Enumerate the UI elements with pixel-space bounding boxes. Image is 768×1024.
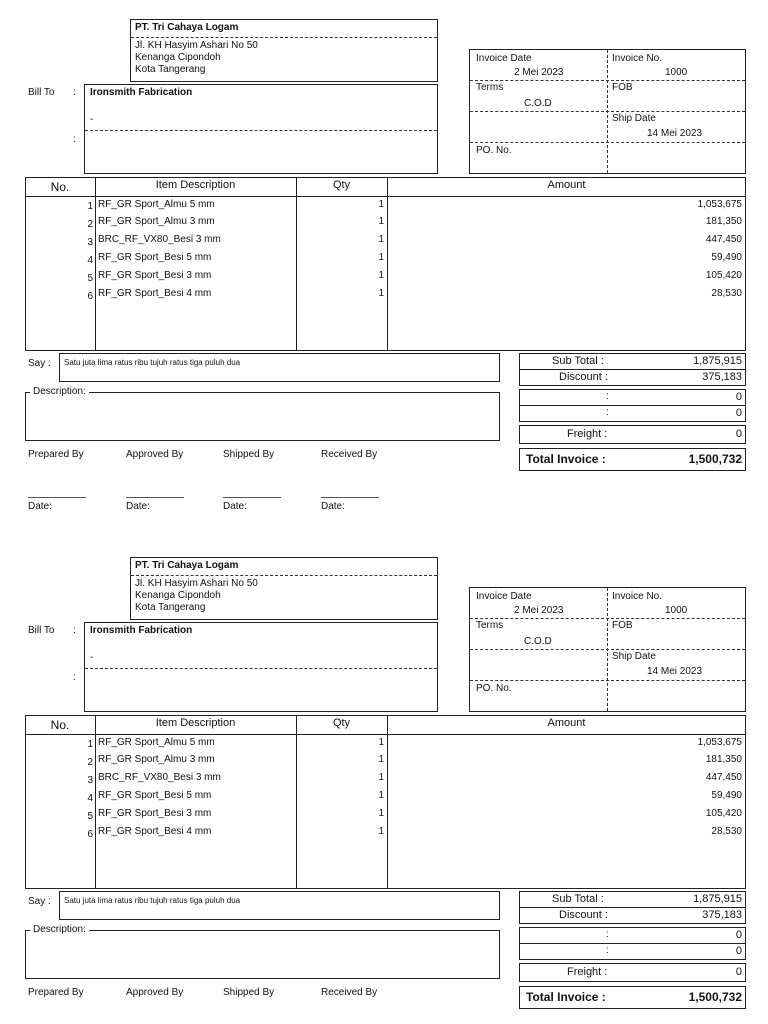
header-qty: Qty bbox=[332, 179, 351, 191]
extra-2-label: : bbox=[606, 945, 609, 956]
extra-1-label: : bbox=[606, 929, 609, 940]
description-box bbox=[25, 392, 500, 441]
terms-value: C.O.D bbox=[524, 98, 552, 109]
fob-label: FOB bbox=[612, 82, 633, 93]
row-no: 3 bbox=[87, 237, 93, 248]
prepared-date-label: Date: bbox=[28, 501, 52, 512]
row-amount: 447,450 bbox=[705, 772, 742, 783]
row-amount: 105,420 bbox=[705, 270, 742, 281]
bill-to-line-2: - bbox=[90, 114, 94, 125]
row-description: RF_GR Sport_Besi 3 mm bbox=[98, 808, 212, 819]
bill-to-line-2: - bbox=[90, 652, 94, 663]
company-address-3: Kota Tangerang bbox=[135, 64, 206, 75]
row-amount: 105,420 bbox=[705, 808, 742, 819]
company-address-3: Kota Tangerang bbox=[135, 602, 206, 613]
row-no: 2 bbox=[87, 219, 93, 230]
total-invoice-value: 1,500,732 bbox=[688, 452, 742, 466]
received-by-label: Received By bbox=[321, 987, 378, 998]
row-no: 6 bbox=[87, 291, 93, 302]
description-box bbox=[25, 930, 500, 979]
po-no-label: PO. No. bbox=[476, 145, 512, 156]
row-qty: 1 bbox=[378, 252, 384, 263]
extra-1-label: : bbox=[606, 391, 609, 402]
invoice-date-value: 2 Mei 2023 bbox=[514, 605, 564, 616]
row-description: BRC_RF_VX80_Besi 3 mm bbox=[98, 772, 221, 783]
say-label: Say : bbox=[28, 358, 51, 369]
header-no: No. bbox=[50, 180, 70, 194]
row-no: 2 bbox=[87, 757, 93, 768]
row-description: RF_GR Sport_Almu 3 mm bbox=[98, 754, 215, 765]
freight-label: Freight : bbox=[567, 428, 608, 440]
say-text: Satu juta lima ratus ribu tujuh ratus tiga puluh dua bbox=[64, 358, 241, 367]
row-amount: 181,350 bbox=[705, 754, 742, 765]
header-amount: Amount bbox=[547, 717, 586, 729]
discount-label: Discount : bbox=[559, 909, 608, 921]
discount-value: 375,183 bbox=[702, 909, 742, 921]
row-qty: 1 bbox=[378, 234, 384, 245]
header-amount: Amount bbox=[547, 179, 586, 191]
row-no: 5 bbox=[87, 811, 93, 822]
ship-date-label: Ship Date bbox=[612, 651, 656, 662]
bill-to-colon: : bbox=[73, 625, 76, 636]
description-label: Description: bbox=[30, 386, 89, 397]
row-qty: 1 bbox=[378, 826, 384, 837]
bill-to-colon: : bbox=[73, 87, 76, 98]
terms-label: Terms bbox=[476, 82, 504, 93]
bill-to-label: Bill To bbox=[28, 625, 55, 636]
row-amount: 181,350 bbox=[705, 216, 742, 227]
header-description: Item Description bbox=[155, 179, 236, 191]
say-text: Satu juta lima ratus ribu tujuh ratus tiga puluh dua bbox=[64, 896, 241, 905]
shipped-date-label: Date: bbox=[223, 501, 247, 512]
row-amount: 447,450 bbox=[705, 234, 742, 245]
invoice-no-label: Invoice No. bbox=[612, 591, 663, 602]
subtotal-label: Sub Total : bbox=[552, 893, 604, 905]
ship-date-value: 14 Mei 2023 bbox=[647, 128, 703, 139]
row-no: 3 bbox=[87, 775, 93, 786]
approved-date-label: Date: bbox=[126, 501, 150, 512]
row-amount: 28,530 bbox=[711, 826, 742, 837]
row-description: BRC_RF_VX80_Besi 3 mm bbox=[98, 234, 221, 245]
header-no: No. bbox=[50, 718, 70, 732]
row-no: 4 bbox=[87, 793, 93, 804]
row-amount: 1,053,675 bbox=[697, 199, 742, 210]
extra-2-value: 0 bbox=[735, 407, 742, 419]
approved-by-label: Approved By bbox=[126, 987, 184, 998]
description-label: Description: bbox=[30, 924, 89, 935]
invoice-date-label: Invoice Date bbox=[476, 591, 532, 602]
invoice-date-label: Invoice Date bbox=[476, 53, 532, 64]
shipped-by-label: Shipped By bbox=[223, 987, 275, 998]
bill-to-name: Ironsmith Fabrication bbox=[90, 87, 193, 98]
fob-label: FOB bbox=[612, 620, 633, 631]
invoice-date-value: 2 Mei 2023 bbox=[514, 67, 564, 78]
row-qty: 1 bbox=[378, 216, 384, 227]
extra-1-value: 0 bbox=[735, 391, 742, 403]
row-no: 6 bbox=[87, 829, 93, 840]
row-description: RF_GR Sport_Besi 3 mm bbox=[98, 270, 212, 281]
row-amount: 1,053,675 bbox=[697, 737, 742, 748]
freight-value: 0 bbox=[735, 966, 742, 978]
invoice-no-label: Invoice No. bbox=[612, 53, 663, 64]
po-no-label: PO. No. bbox=[476, 683, 512, 694]
row-description: RF_GR Sport_Besi 5 mm bbox=[98, 790, 212, 801]
row-qty: 1 bbox=[378, 808, 384, 819]
bill-to-name: Ironsmith Fabrication bbox=[90, 625, 193, 636]
row-no: 5 bbox=[87, 273, 93, 284]
company-address-2: Kenanga Cipondoh bbox=[135, 52, 221, 63]
extra-1-value: 0 bbox=[735, 929, 742, 941]
header-qty: Qty bbox=[332, 717, 351, 729]
row-qty: 1 bbox=[378, 270, 384, 281]
row-description: RF_GR Sport_Almu 5 mm bbox=[98, 199, 215, 210]
row-description: RF_GR Sport_Besi 4 mm bbox=[98, 826, 212, 837]
ship-date-label: Ship Date bbox=[612, 113, 656, 124]
row-qty: 1 bbox=[378, 288, 384, 299]
prepared-by-label: Prepared By bbox=[28, 987, 84, 998]
extra-2-value: 0 bbox=[735, 945, 742, 957]
terms-label: Terms bbox=[476, 620, 504, 631]
invoice-no-value: 1000 bbox=[665, 605, 688, 616]
subtotal-label: Sub Total : bbox=[552, 355, 604, 367]
company-name: PT. Tri Cahaya Logam bbox=[135, 22, 239, 33]
shipped-by-label: Shipped By bbox=[223, 449, 275, 460]
bill-to-label: Bill To bbox=[28, 87, 55, 98]
prepared-by-label: Prepared By bbox=[28, 449, 84, 460]
row-no: 1 bbox=[87, 201, 93, 212]
row-description: RF_GR Sport_Almu 3 mm bbox=[98, 216, 215, 227]
say-label: Say : bbox=[28, 896, 51, 907]
header-description: Item Description bbox=[155, 717, 236, 729]
discount-value: 375,183 bbox=[702, 371, 742, 383]
company-name: PT. Tri Cahaya Logam bbox=[135, 560, 239, 571]
row-description: RF_GR Sport_Besi 4 mm bbox=[98, 288, 212, 299]
row-amount: 59,490 bbox=[711, 790, 742, 801]
total-invoice-value: 1,500,732 bbox=[688, 990, 742, 1004]
company-address-2: Kenanga Cipondoh bbox=[135, 590, 221, 601]
company-address-1: Jl. KH Hasyim Ashari No 50 bbox=[135, 578, 258, 589]
freight-value: 0 bbox=[735, 428, 742, 440]
approved-by-label: Approved By bbox=[126, 449, 184, 460]
row-amount: 59,490 bbox=[711, 252, 742, 263]
company-address-1: Jl. KH Hasyim Ashari No 50 bbox=[135, 40, 258, 51]
row-qty: 1 bbox=[378, 772, 384, 783]
ship-date-value: 14 Mei 2023 bbox=[647, 666, 703, 677]
invoice-copy-2 bbox=[0, 538, 768, 1024]
row-description: RF_GR Sport_Almu 5 mm bbox=[98, 737, 215, 748]
terms-value: C.O.D bbox=[524, 636, 552, 647]
received-by-label: Received By bbox=[321, 449, 378, 460]
row-amount: 28,530 bbox=[711, 288, 742, 299]
total-invoice-label: Total Invoice : bbox=[526, 990, 606, 1004]
invoice-no-value: 1000 bbox=[665, 67, 688, 78]
row-qty: 1 bbox=[378, 737, 384, 748]
bill-to-colon-2: : bbox=[73, 672, 76, 683]
subtotal-value: 1,875,915 bbox=[693, 893, 742, 905]
row-description: RF_GR Sport_Besi 5 mm bbox=[98, 252, 212, 263]
bill-to-colon-2: : bbox=[73, 134, 76, 145]
row-no: 4 bbox=[87, 255, 93, 266]
row-no: 1 bbox=[87, 739, 93, 750]
total-invoice-label: Total Invoice : bbox=[526, 452, 606, 466]
discount-label: Discount : bbox=[559, 371, 608, 383]
received-date-label: Date: bbox=[321, 501, 345, 512]
row-qty: 1 bbox=[378, 199, 384, 210]
row-qty: 1 bbox=[378, 754, 384, 765]
subtotal-value: 1,875,915 bbox=[693, 355, 742, 367]
extra-2-label: : bbox=[606, 407, 609, 418]
freight-label: Freight : bbox=[567, 966, 608, 978]
row-qty: 1 bbox=[378, 790, 384, 801]
